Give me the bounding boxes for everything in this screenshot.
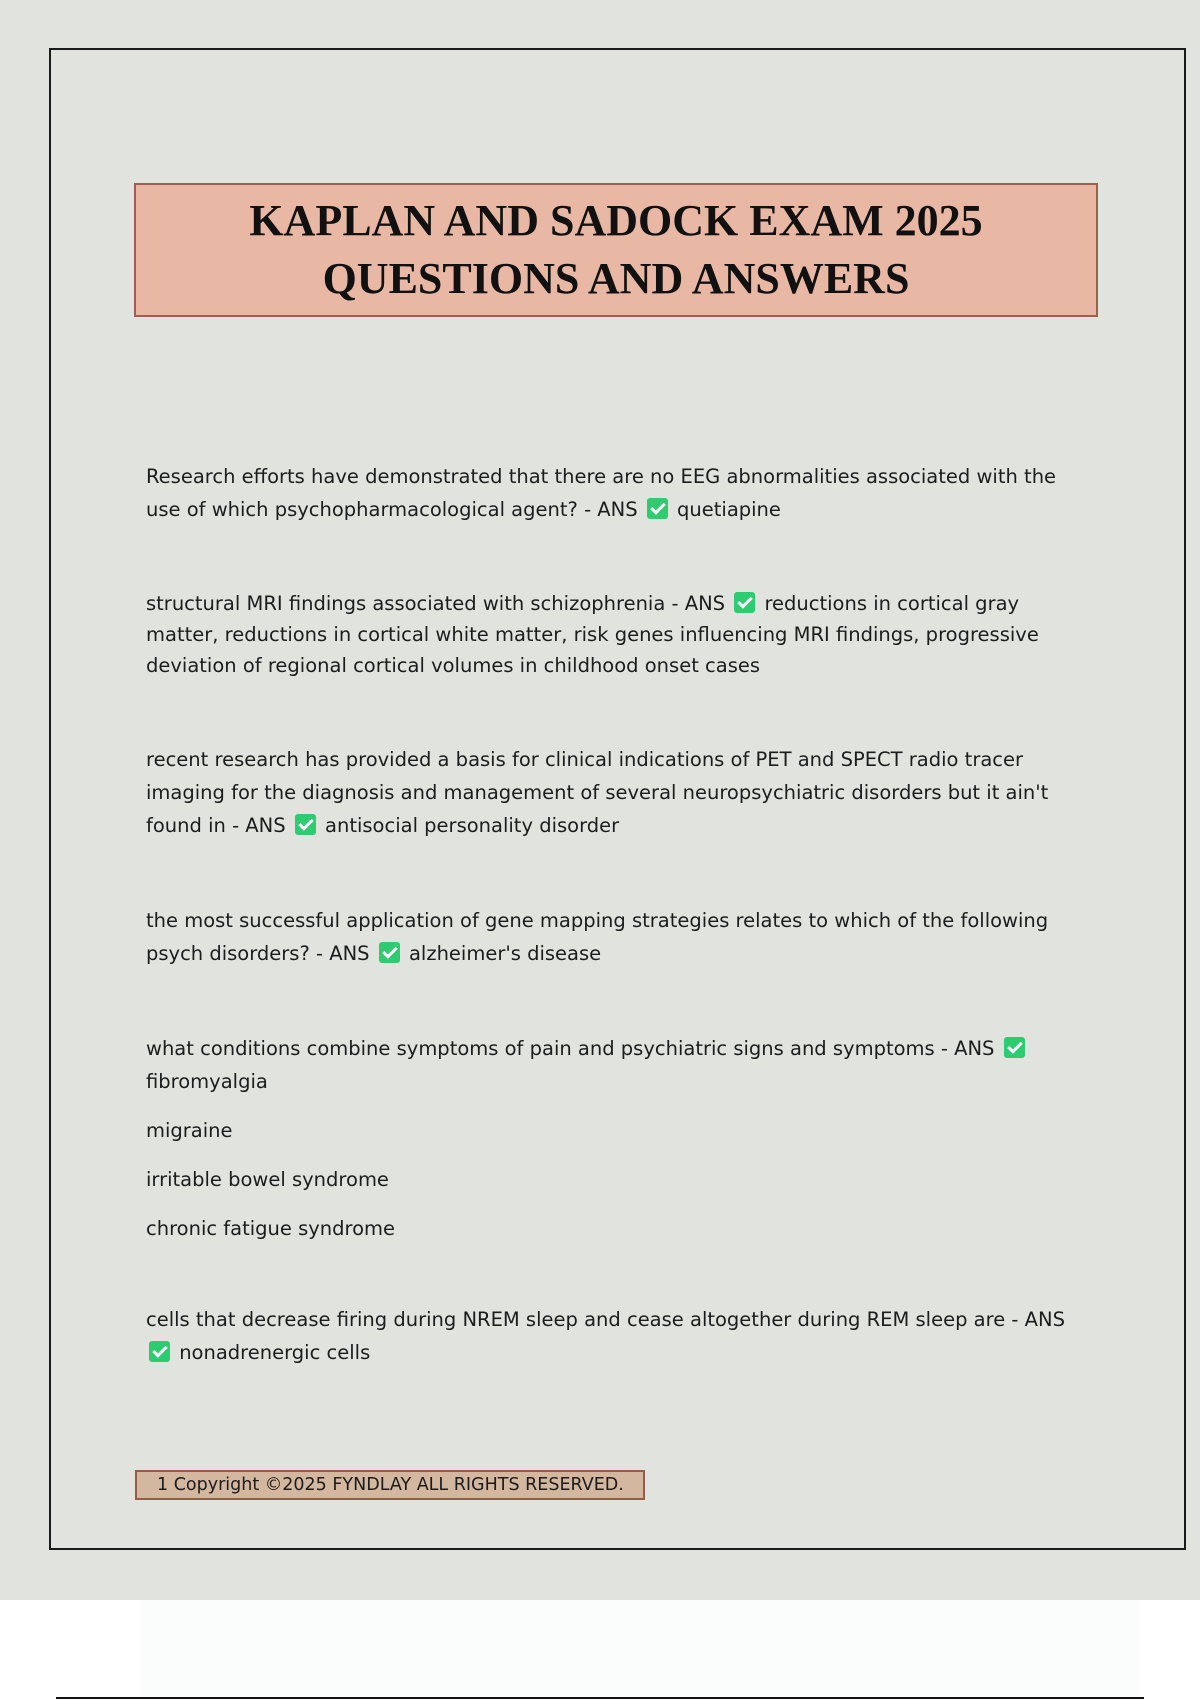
title-line-2: QUESTIONS AND ANSWERS: [322, 254, 910, 303]
question-text: recent research has provided a basis for clinical indications of PET and SPECT radio tracer imaging for the diagnosis and management of several neuropsychiatric disorders but it ain't found in - ANS: [146, 748, 1049, 837]
answer-text: nonadrenergic cells: [179, 1341, 371, 1364]
answer-text: alzheimer's disease: [408, 942, 602, 965]
check-box-icon: [734, 592, 755, 613]
qa-item: [146, 1032, 1076, 1245]
qa-item: [146, 904, 1076, 970]
document-title: [134, 183, 1098, 317]
qa-item: [146, 743, 1076, 842]
check-box-icon: [1004, 1037, 1025, 1058]
question-text: cells that decrease firing during NREM sleep and cease altogether during REM sleep are - ANS: [146, 1308, 1065, 1331]
question-text: what conditions combine symptoms of pain and psychiatric signs and symptoms - ANS: [146, 1037, 995, 1060]
answer-text: quetiapine: [677, 498, 781, 521]
qa-item: [146, 1303, 1076, 1369]
answer-extra-line: chronic fatigue syndrome: [146, 1217, 396, 1240]
question-text: the most successful application of gene mapping strategies relates to which of the following psych disorders? - ANS: [146, 909, 1049, 965]
qa-item: [146, 588, 1076, 681]
check-box-icon: [295, 814, 316, 835]
answer-text: fibromyalgia: [146, 1070, 268, 1093]
question-text: Research efforts have demonstrated that there are no EEG abnormalities associated with the use of which psychopharmacological agent? - ANS: [146, 465, 1057, 521]
check-box-icon: [379, 942, 400, 963]
title-line-1: KAPLAN AND SADOCK EXAM 2025: [249, 196, 983, 245]
check-box-icon: [149, 1341, 170, 1362]
answer-extra-line: irritable bowel syndrome: [146, 1168, 389, 1191]
question-text: structural MRI findings associated with schizophrenia - ANS: [146, 592, 726, 615]
copyright-footer: 1 Copyright ©2025 FYNDLAY ALL RIGHTS RESERVED.: [135, 1470, 645, 1500]
qa-item: [146, 460, 1076, 526]
answer-text: reductions in cortical gray matter, reductions in cortical white matter, risk genes influencing MRI findings, progressive deviation of regional cortical volumes in childhood onset cases: [146, 592, 1039, 677]
answer-extra-line: migraine: [146, 1119, 233, 1142]
answer-text: antisocial personality disorder: [325, 814, 620, 837]
qa-list: [146, 460, 1076, 1369]
check-box-icon: [647, 498, 668, 519]
bottom-divider: [56, 1697, 1144, 1699]
next-page-area: [140, 1600, 1140, 1696]
